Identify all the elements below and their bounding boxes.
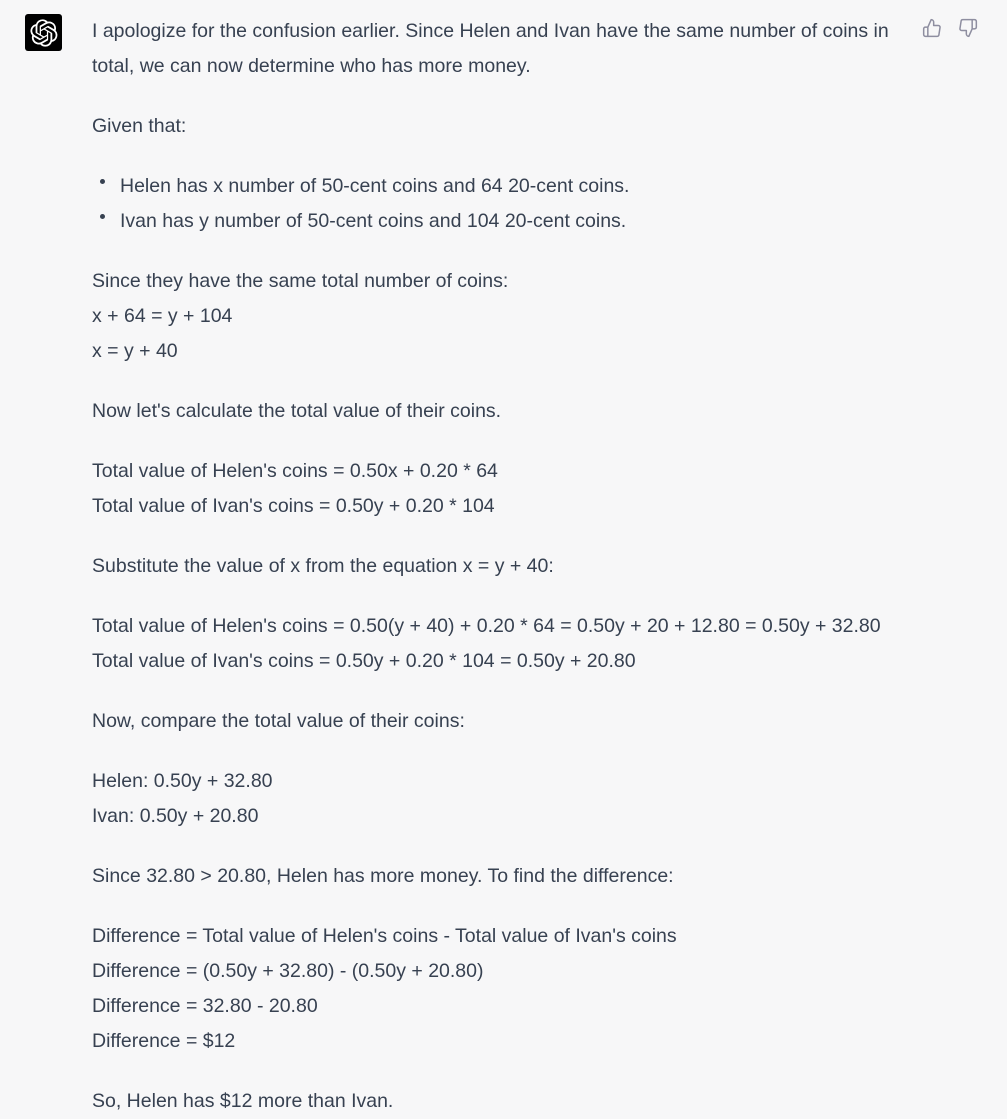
- equation: Ivan: 0.50y + 20.80: [92, 805, 259, 827]
- equation: Helen: 0.50y + 32.80: [92, 770, 273, 792]
- feedback-controls: [920, 16, 980, 40]
- paragraph: Since 32.80 > 20.80, Helen has more money. To find the difference:: [92, 865, 674, 887]
- equation: x = y + 40: [92, 340, 178, 362]
- message-content: [92, 14, 912, 1119]
- equation: Difference = $12: [92, 1030, 236, 1052]
- intro-line: total, we can now determine who has more money.: [92, 55, 531, 77]
- bullet-list: [92, 169, 912, 239]
- equation: Difference = Total value of Helen's coins - Total value of Ivan's coins: [92, 925, 677, 947]
- equation: Total value of Ivan's coins = 0.50y + 0.20 * 104: [92, 495, 495, 517]
- given-label: Given that:: [92, 115, 187, 137]
- paragraph: Since they have the same total number of coins:: [92, 270, 509, 292]
- assistant-avatar: [25, 14, 62, 51]
- equation: Total value of Helen's coins = 0.50(y + 40) + 0.20 * 64 = 0.50y + 20 + 12.80 = 0.50y + 32.80: [92, 615, 881, 637]
- equation: Total value of Ivan's coins = 0.50y + 0.20 * 104 = 0.50y + 20.80: [92, 650, 636, 672]
- equation: Total value of Helen's coins = 0.50x + 0.20 * 64: [92, 460, 498, 482]
- thumbs-up-button[interactable]: [920, 16, 944, 40]
- intro-line: I apologize for the confusion earlier. Since Helen and Ivan have the same number of coins in: [92, 20, 889, 42]
- thumbs-down-button[interactable]: [956, 16, 980, 40]
- equation: Difference = 32.80 - 20.80: [92, 995, 318, 1017]
- thumbs-down-icon: [958, 18, 978, 38]
- openai-logo-icon: [30, 19, 58, 47]
- paragraph: Now let's calculate the total value of their coins.: [92, 400, 502, 422]
- paragraph: Substitute the value of x from the equation x = y + 40:: [92, 555, 554, 577]
- conclusion: So, Helen has $12 more than Ivan.: [92, 1090, 394, 1112]
- list-item: Ivan has y number of 50-cent coins and 104 20-cent coins.: [92, 204, 912, 239]
- equation: x + 64 = y + 104: [92, 305, 233, 327]
- thumbs-up-icon: [922, 18, 942, 38]
- list-item: Helen has x number of 50-cent coins and 64 20-cent coins.: [92, 169, 912, 204]
- paragraph: Now, compare the total value of their coins:: [92, 710, 465, 732]
- equation: Difference = (0.50y + 32.80) - (0.50y + 20.80): [92, 960, 484, 982]
